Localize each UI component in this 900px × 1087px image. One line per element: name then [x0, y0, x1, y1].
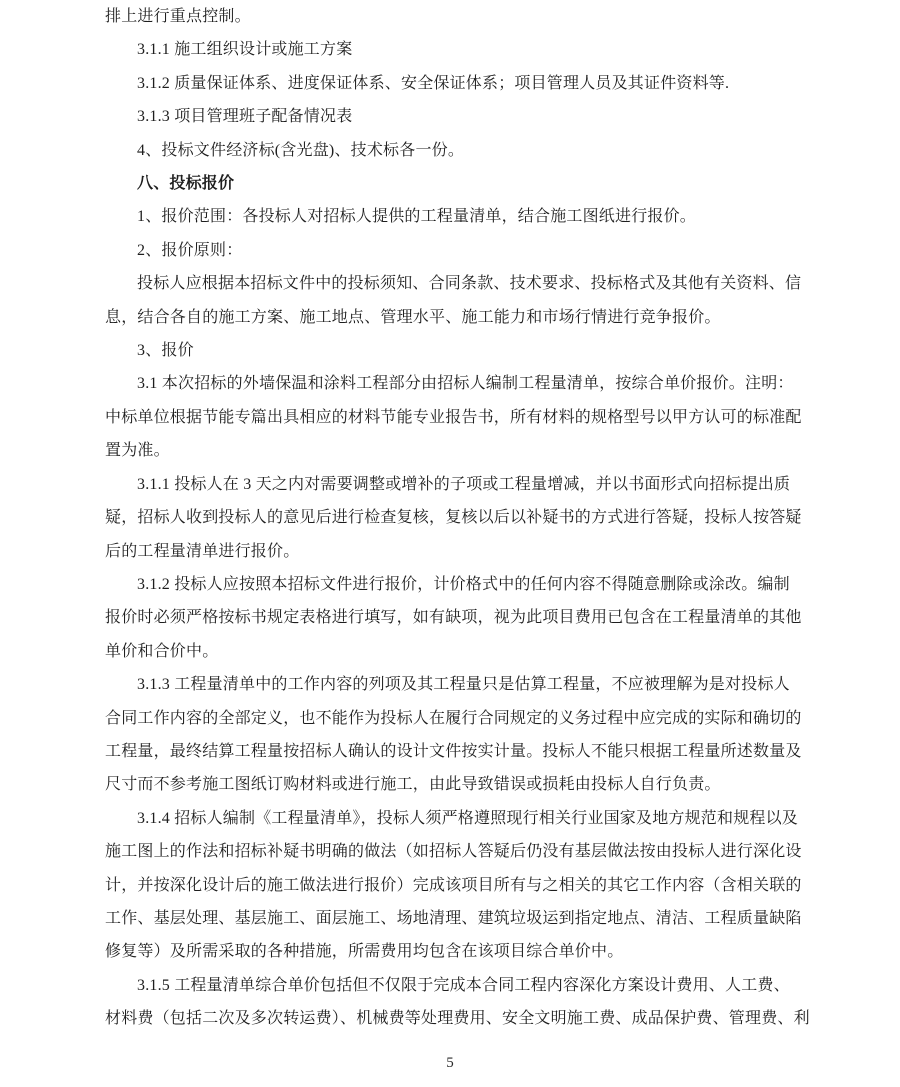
text-line: 3.1.5 工程量清单综合单价包括但不仅限于完成本合同工程内容深化方案设计费用、人工费、: [137, 976, 790, 994]
text-line: 计，并按深化设计后的施工做法进行报价）完成该项目所有与之相关的其它工作内容（含相关联的: [105, 876, 802, 894]
text-line: 后的工程量清单进行报价。: [105, 542, 300, 560]
text-line: 排上进行重点控制。: [105, 8, 251, 25]
text-line: 2、报价原则：: [137, 241, 243, 259]
text-line: 尺寸而不参考施工图纸订购材料或进行施工，由此导致错误或损耗由投标人自行负责。: [105, 776, 721, 794]
text-line: 合同工作内容的全部定义，也不能作为投标人在履行合同规定的义务过程中应完成的实际和确切的: [105, 709, 802, 727]
text-line: 施工图上的作法和招标补疑书明确的做法（如招标人答疑后仍没有基层做法按由投标人进行深化设: [105, 843, 802, 861]
text-line: 4、投标文件经济标(含光盘)、技术标各一份。: [137, 141, 465, 159]
text-line: 报价时必须严格按标书规定表格进行填写，如有缺项，视为此项目费用已包含在工程量清单的其他: [105, 609, 802, 627]
text-line: 中标单位根据节能专篇出具相应的材料节能专业报告书，所有材料的规格型号以甲方认可的标准配: [105, 408, 802, 426]
document-body: [105, 0, 810, 1036]
text-line: 单价和合价中。: [105, 642, 219, 660]
page-number: 5: [446, 1055, 454, 1071]
text-line: 3.1 本次招标的外墙保温和涂料工程部分由招标人编制工程量清单，按综合单价报价。注明：: [137, 375, 794, 393]
text-line: 材料费（包括二次及多次转运费）、机械费等处理费用、安全文明施工费、成品保护费、管理费、利: [105, 1010, 810, 1028]
text-line: 3.1.1 投标人在 3 天之内对需要调整或增补的子项或工程量增减，并以书面形式向招标提出质: [137, 475, 791, 493]
text-line: 息，结合各自的施工方案、施工地点、管理水平、施工能力和市场行情进行竞争报价。: [105, 308, 721, 326]
text-line: 3.1.3 项目管理班子配备情况表: [137, 108, 353, 126]
text-line: 3.1.1 施工组织设计或施工方案: [137, 41, 353, 59]
text-line: 疑，招标人收到投标人的意见后进行检查复核，复核以后以补疑书的方式进行答疑，投标人按答疑: [105, 509, 802, 527]
text-line: 3.1.2 投标人应按照本招标文件进行报价，计价格式中的任何内容不得随意删除或涂改。编制: [137, 575, 790, 593]
text-line: 工程量，最终结算工程量按招标人确认的设计文件按实计量。投标人不能只根据工程量所述数量及: [105, 742, 802, 760]
text-line: 3.1.3 工程量清单中的工作内容的列项及其工程量只是估算工程量，不应被理解为是对投标人: [137, 676, 790, 694]
text-line: 投标人应根据本招标文件中的投标须知、合同条款、技术要求、投标格式及其他有关资料、信: [137, 275, 802, 293]
text-line: 3.1.2 质量保证体系、进度保证体系、安全保证体系；项目管理人员及其证件资料等.: [137, 74, 730, 92]
text-line: 工作、基层处理、基层施工、面层施工、场地清理、建筑垃圾运到指定地点、清洁、工程质量缺陷: [105, 909, 802, 927]
text-line: 3、报价: [137, 342, 194, 360]
text-line: 修复等）及所需采取的各种措施，所需费用均包含在该项目综合单价中。: [105, 943, 624, 961]
text-line: 置为准。: [105, 442, 170, 460]
text-line: 1、报价范围：各投标人对招标人提供的工程量清单，结合施工图纸进行报价。: [137, 208, 697, 226]
text-line: 3.1.4 招标人编制《工程量清单》，投标人须严格遵照现行相关行业国家及地方规范和规程以及: [137, 809, 799, 827]
section-heading: 八、投标报价: [137, 175, 235, 193]
